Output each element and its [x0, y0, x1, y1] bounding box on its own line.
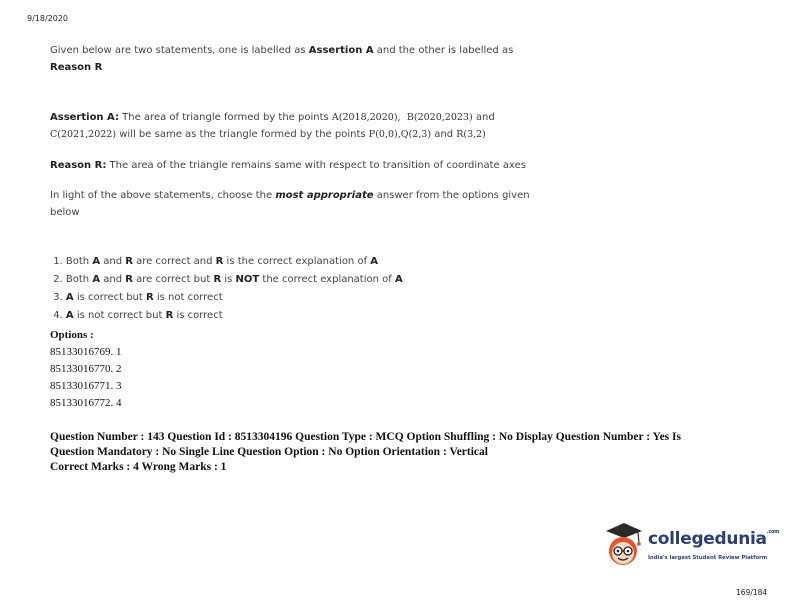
choice-3: 3. A is correct but R is not correct — [53, 292, 223, 303]
reason-statement: Reason R: The area of the triangle remains same with respect to transition of coordinate axes — [50, 160, 526, 171]
question-intro: Given below are two statements, one is labelled as Assertion A and the other is labelled as Reason R — [50, 45, 514, 73]
instruction-text: In light of the above statements, choose the most appropriate answer from the options given below — [50, 190, 530, 218]
collegedunia-logo — [600, 521, 780, 577]
mascot-icon — [600, 521, 646, 571]
option-id-3: 85133016771. 3 — [50, 380, 122, 392]
option-id-1: 85133016769. 1 — [50, 346, 122, 358]
options-list — [50, 327, 122, 412]
print-date: 9/18/2020 — [27, 14, 69, 23]
question-metadata: Question Number : 143 Question Id : 8513304196 Question Type : MCQ Option Shuffling : No Display Question Number : Yes Is Question Mandatory : No Single Line Question Option : No Option Orientation : Vertical Correct Marks : 4 Wrong Marks : 1 — [50, 431, 681, 473]
option-id-4: 85133016772. 4 — [50, 397, 122, 409]
assertion-statement: Assertion A: The area of triangle formed by the points A(2018,2020), B(2020,2023) and C(2021,2022) will be same as the triangle formed by the points P(0,0),Q(2,3) and R(3,2) — [50, 112, 495, 140]
option-id-2: 85133016770. 2 — [50, 363, 122, 375]
options-heading: Options : — [50, 329, 94, 341]
brand-name: collegedunia$^{.com}$ — [648, 529, 780, 549]
choice-4: 4. A is not correct but R is correct — [53, 310, 223, 321]
choice-2: 2. Both A and R are correct but R is NOT the correct explanation of A — [53, 274, 403, 285]
choice-1: 1. Both A and R are correct and R is the correct explanation of A — [53, 256, 379, 267]
page-number: 169/184 — [736, 588, 768, 597]
brand-tagline: India's largest Student Review Platform — [648, 555, 768, 561]
answer-choices — [50, 253, 403, 325]
